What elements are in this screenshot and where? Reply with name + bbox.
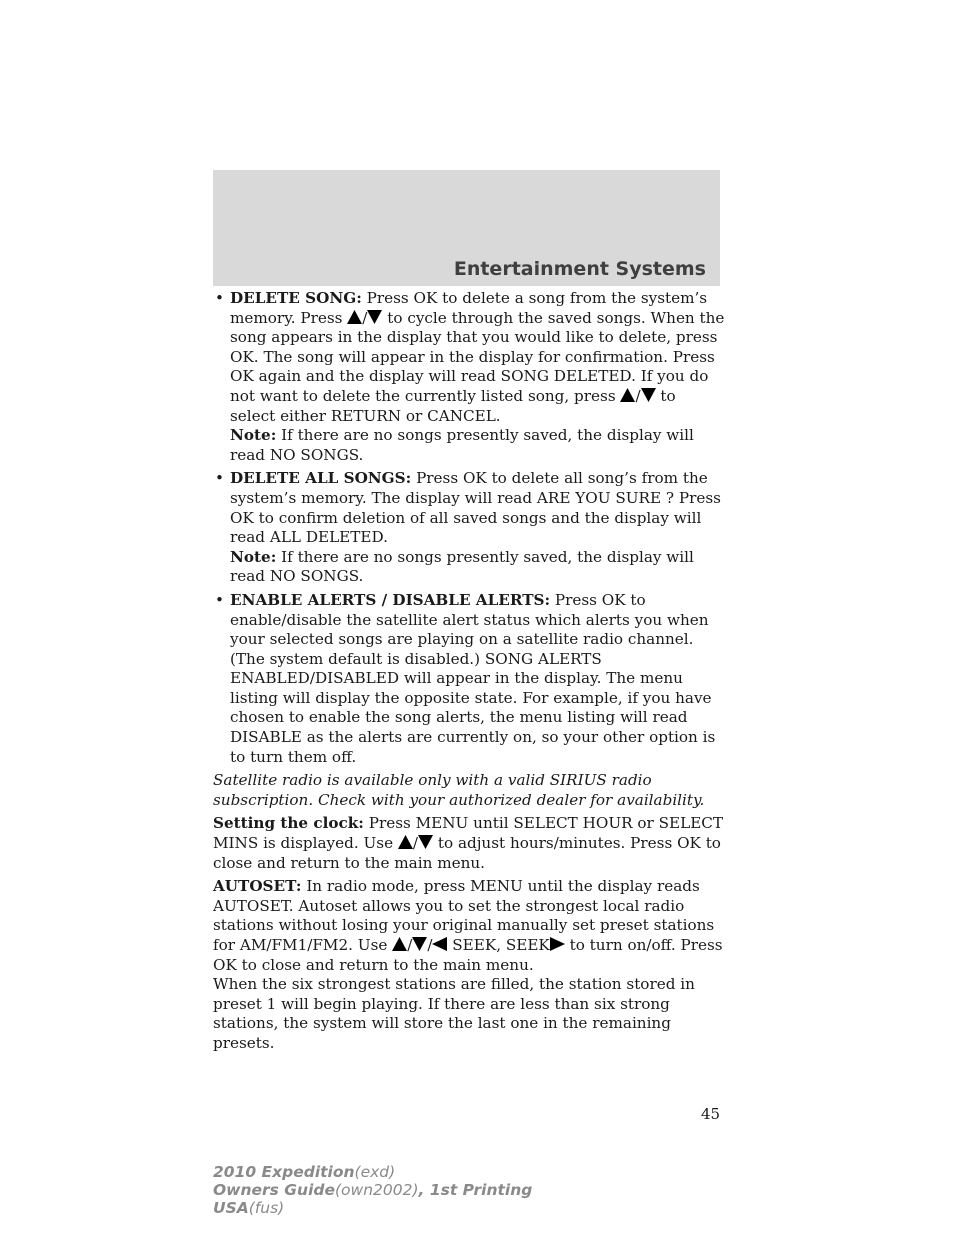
clock-text: to adjust hours/minutes. Press OK to close and return to the main menu.: [213, 834, 721, 872]
satellite-note: Satellite radio is available only with a valid SIRIUS radio subscription. Check with your authorized dealer for availability.: [213, 771, 705, 809]
footer-code: (own2002): [335, 1181, 419, 1199]
down-arrow-icon: [412, 937, 427, 951]
left-arrow-icon: [432, 937, 447, 951]
footer-line-2: [213, 1181, 532, 1199]
bullet-text: to select either RETURN or CANCEL.: [230, 386, 676, 425]
autoset-text: In radio mode, press MENU until the display reads AUTOSET. Autoset allows you to set the strongest local radio stations without losing your original manually set preset stations for AM/FM1/FM2. Use: [213, 877, 715, 954]
note-text: If there are no songs presently saved, the display will read NO SONGS.: [230, 426, 694, 464]
footer-line-3: [213, 1199, 532, 1217]
autoset-paragraph: [213, 877, 725, 1053]
footer-line-1: [213, 1163, 532, 1181]
footer-guide: Owners Guide: [213, 1181, 335, 1199]
note-label: Note:: [230, 426, 277, 445]
bullet-text: Press OK to delete all song’s from the system’s memory. The display will read ARE YOU SURE ? Press OK to confirm deletion of all saved songs and the display will read ALL DELETED.: [230, 469, 721, 547]
page-number: 45: [701, 1105, 721, 1123]
up-arrow-icon: [620, 388, 635, 402]
bullet-enable-alerts: [213, 591, 725, 767]
down-arrow-icon: [418, 835, 433, 849]
separator: /: [635, 386, 641, 405]
separator: /: [427, 936, 433, 954]
bullet-dot: •: [215, 289, 224, 307]
bullet-text: to cycle through the saved songs. When the song appears in the display that you would like to delete, press OK. The song will appear in the display for confirmation. Press OK again and the display will read SONG DELETED. If you do not want to delete the currently listed song, press: [230, 308, 725, 405]
clock-term: Setting the clock:: [213, 814, 364, 833]
right-arrow-icon: [550, 937, 565, 951]
footer-printing: , 1st Printing: [418, 1181, 533, 1199]
up-arrow-icon: [398, 835, 413, 849]
note-text: If there are no songs presently saved, the display will read NO SONGS.: [230, 547, 694, 586]
separator: /: [412, 834, 419, 853]
final-paragraph: When the six strongest stations are filled, the station stored in preset 1 will begin playing. If there are less than six strong stations, the system will store the last one in the remaining presets.: [213, 975, 695, 1052]
footer-market: USA: [213, 1199, 249, 1217]
bullet-term: DELETE SONG:: [230, 289, 362, 307]
up-arrow-icon: [347, 310, 362, 324]
autoset-text: to turn on/off. Press OK to close and return to the main menu.: [213, 936, 723, 974]
autoset-term: AUTOSET:: [213, 877, 302, 896]
bullet-dot: •: [215, 590, 224, 609]
bullet-delete-song: [213, 289, 725, 465]
clock-text: Press MENU until SELECT HOUR or SELECT MINS is displayed. Use: [213, 814, 724, 853]
bullet-delete-all-songs: [213, 469, 725, 587]
down-arrow-icon: [367, 310, 382, 324]
clock-paragraph: [213, 814, 725, 873]
bullet-text: Press OK to delete a song from the system’s memory. Press: [230, 289, 708, 327]
footer: [213, 1163, 532, 1217]
separator: /: [407, 936, 413, 954]
bullet-term: DELETE ALL SONGS:: [230, 469, 412, 488]
note-label: Note:: [230, 547, 277, 566]
bullet-dot: •: [215, 469, 224, 488]
bullet-term: ENABLE ALERTS / DISABLE ALERTS:: [230, 590, 551, 609]
down-arrow-icon: [641, 388, 656, 402]
footer-code: (exd): [354, 1163, 396, 1181]
page-content: [213, 289, 725, 1058]
bullet-text: Press OK to enable/disable the satellite alert status which alerts you when your selected songs are playing on a satellite radio channel. (The system default is disabled.) SONG ALERTS ENABLED/DISABLED will appear in the display. The menu listing will display the opposite state. For example, if you have chosen to enable the song alerts, the menu listing will read DISABLE as the alerts are currently on, so your other option is to turn them off.: [230, 590, 716, 766]
footer-model: 2010 Expedition: [213, 1163, 355, 1181]
up-arrow-icon: [392, 937, 407, 951]
separator: /: [362, 308, 368, 327]
section-title: Entertainment Systems: [453, 258, 706, 280]
footer-code: (fus): [248, 1199, 285, 1217]
header-band: [213, 170, 720, 286]
autoset-text: SEEK, SEEK: [452, 936, 550, 954]
